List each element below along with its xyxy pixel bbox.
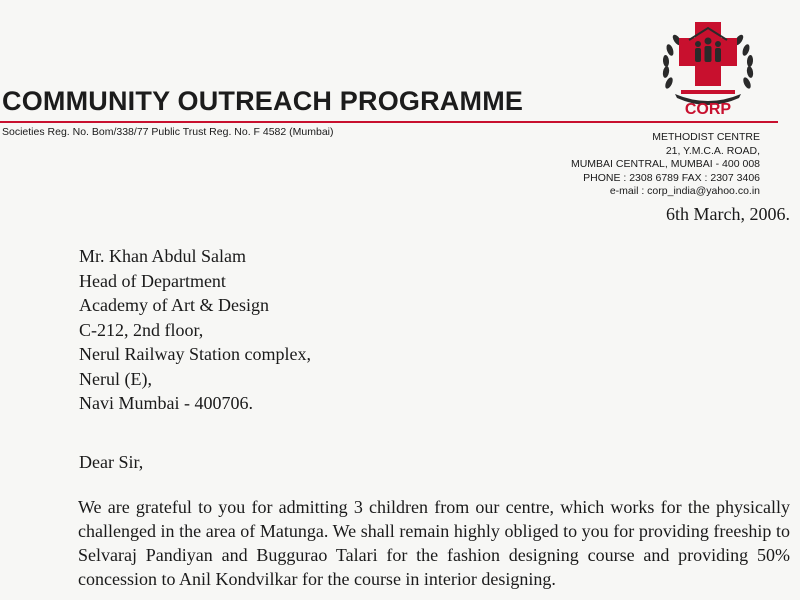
letter-date: 6th March, 2006.: [666, 204, 790, 224]
recipient-line: Nerul (E),: [79, 368, 152, 389]
recipient-line: C-212, 2nd floor,: [79, 319, 204, 340]
registration-line: Societies Reg. No. Bom/338/77 Public Trust Reg. No. F 4582 (Mumbai): [2, 126, 334, 138]
recipient-line: Academy of Art & Design: [79, 295, 269, 315]
corp-logo: [655, 16, 761, 118]
salutation: Dear Sir,: [79, 452, 144, 472]
email-line: e-mail : corp_india@yahoo.co.in: [609, 185, 760, 197]
address-line: MUMBAI CENTRAL, MUMBAI - 400 008: [570, 158, 760, 170]
address-line: METHODIST CENTRE: [652, 131, 760, 143]
address-block: [571, 131, 760, 199]
organization-title: COMMUNITY OUTREACH PROGRAMME: [2, 86, 524, 116]
phone-fax-line: PHONE : 2308 6789 FAX : 2307 3406: [583, 171, 760, 184]
header-rule: [0, 121, 778, 123]
recipient-line: Navi Mumbai - 400706.: [79, 393, 253, 413]
recipient-line: Head of Department: [79, 270, 226, 291]
recipient-block: [79, 244, 311, 416]
letter-body: We are grateful to you for admitting 3 children from our centre, which works for the physically challenged in the area of Matunga. We shall remain highly obliged to you for providing freeship to Selvaraj Pandiyan and Buggurao Talari for the fashion designing course and providing 50% concession to Anil Kondvilkar for the course in interior designing.: [78, 497, 790, 589]
recipient-name: Mr. Khan Abdul Salam: [79, 246, 246, 266]
logo-text: CORP: [684, 101, 732, 118]
address-line: 21, Y.M.C.A. ROAD,: [665, 144, 760, 157]
recipient-line: Nerul Railway Station complex,: [79, 344, 311, 364]
